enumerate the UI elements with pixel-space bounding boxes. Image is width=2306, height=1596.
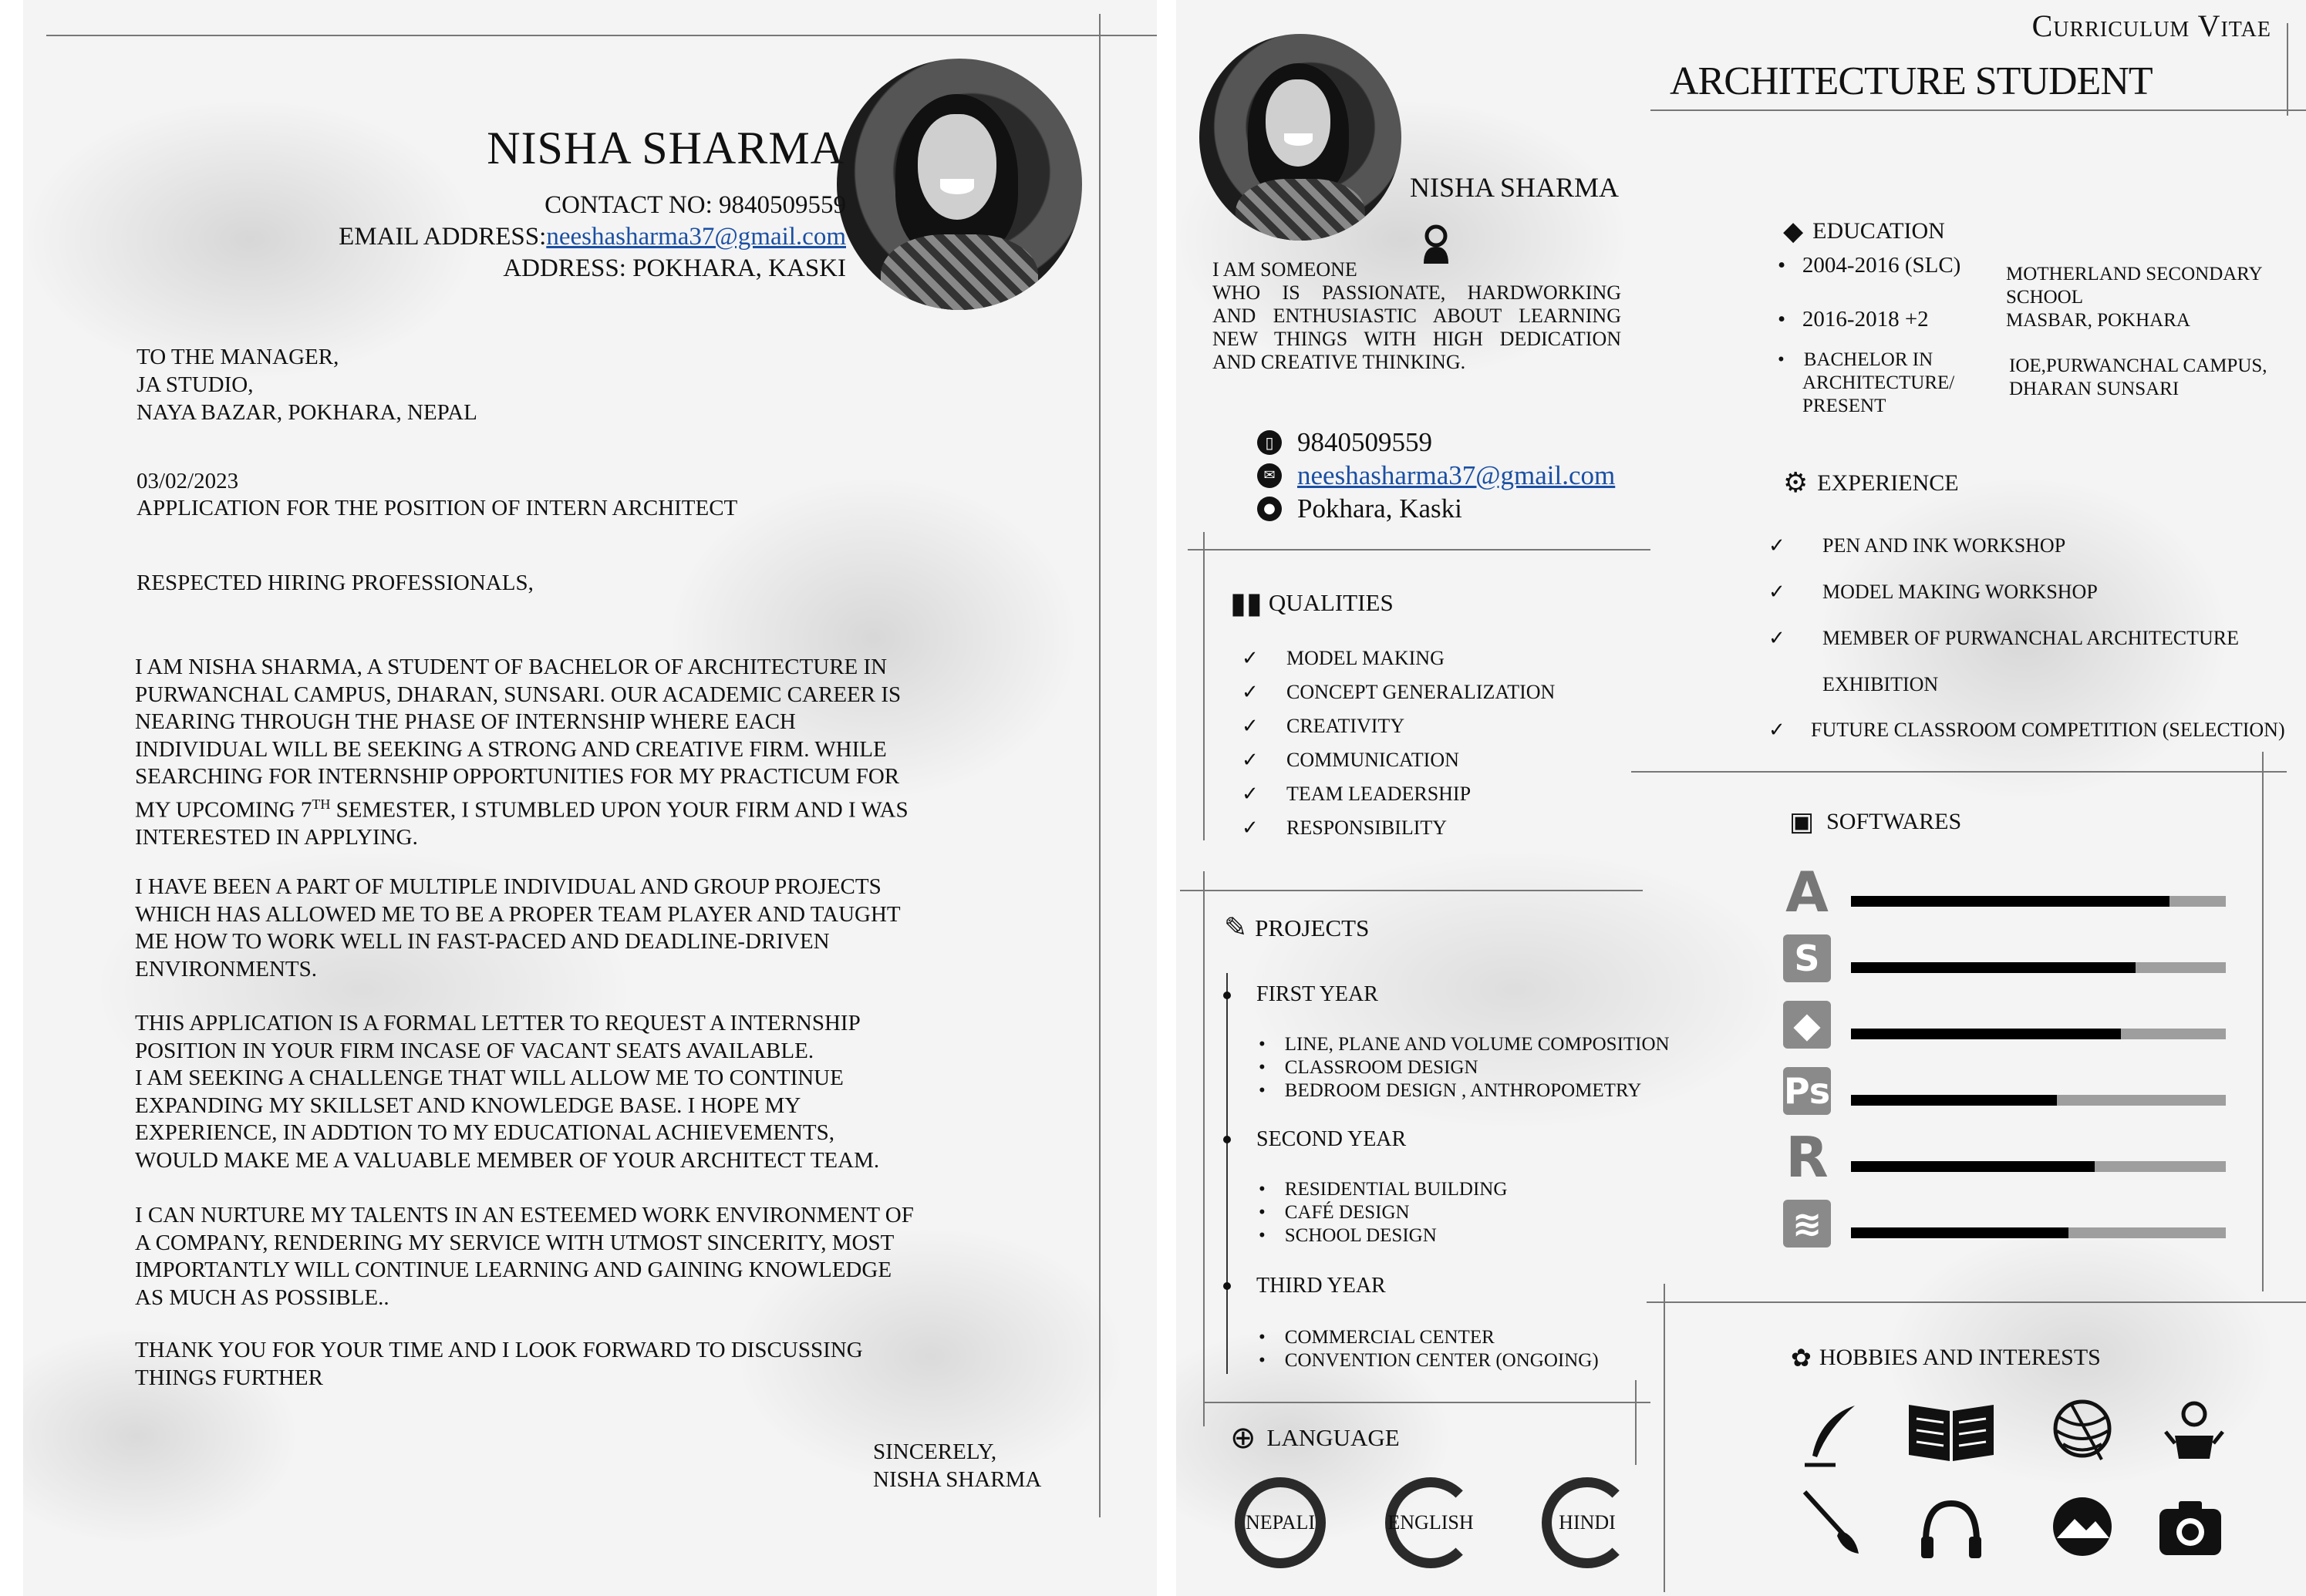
list-item: ✓ TEAM LEADERSHIP — [1242, 783, 1472, 806]
softwares-title: SOFTWARES — [1826, 809, 1962, 834]
projects-timeline — [1226, 973, 1228, 1374]
recipient-line: JA STUDIO, — [137, 372, 254, 397]
skill-bar — [1851, 1227, 2226, 1238]
cooking-icon — [2159, 1397, 2229, 1466]
paragraph-1: I AM NISHA SHARMA, A STUDENT OF BACHELOR OF ARCHITECTURE IN PURWANCHAL CAMPUS, DHARAN, SUNSARI. OUR ACADEMIC CAREER IS NEARING THROUGH THE PHASE OF INTERNSHIP WHERE EACH INDIVIDUAL WILL BE SEEKING A STRONG AND CREATIVE FIRM. WHILE SEARCHING FOR INTERNSHIP OPPORTUNITIES FOR MY PRACTICUM FOR MY UPCOMING 7TH SEMESTER, I STUMBLED UPON YOUR FIRM AND I WAS INTERESTED IN APPLYING. — [135, 655, 909, 850]
project-year: SECOND YEAR — [1256, 1127, 1407, 1151]
phone-icon: ▯ — [1257, 430, 1282, 455]
header-vrule — [2287, 23, 2288, 116]
cv-name: NISHA SHARMA — [1410, 172, 1620, 203]
list-item: • SCHOOL DESIGN — [1259, 1225, 1437, 1246]
skill-bar-fill — [1851, 1029, 2121, 1039]
list-item: • RESIDENTIAL BUILDING — [1259, 1179, 1508, 1200]
list-item: • LINE, PLANE AND VOLUME COMPOSITION — [1259, 1034, 1670, 1055]
autocad-icon: A — [1785, 860, 1829, 924]
paragraph-2: I HAVE BEEN A PART OF MULTIPLE INDIVIDUAL AND GROUP PROJECTS WHICH HAS ALLOWED ME TO BE A PROPER TEAM PLAYER AND TAUGHT ME HOW TO WORK WELL IN FAST-PACED AND DEADLINE-DRIVEN ENVIRONMENTS. — [135, 874, 901, 982]
education-title: EDUCATION — [1812, 218, 1945, 244]
timeline-dot — [1223, 992, 1231, 999]
project-items — [1259, 1033, 1670, 1103]
skill-bar-fill — [1851, 1227, 2068, 1238]
education-school: MOTHERLAND SECONDARY SCHOOL MASBAR, POKHARA — [2006, 264, 2263, 331]
architect-tools-icon: ✎ — [1224, 912, 1248, 944]
top-rule — [46, 35, 1157, 36]
qualities-rule-v — [1203, 532, 1205, 840]
list-item: • CAFÉ DESIGN — [1259, 1202, 1410, 1223]
yarn-icon — [2048, 1394, 2117, 1463]
skill-bar-fill — [1851, 1161, 2095, 1172]
list-item: ✓ PEN AND INK WORKSHOP — [1768, 534, 2066, 557]
education-header — [1783, 216, 1945, 247]
address-line: ADDRESS: POKHARA, KASKI — [503, 254, 846, 282]
books-icon: ▮▮ — [1230, 586, 1263, 620]
location: Pokhara, Kaski — [1297, 493, 1462, 524]
projects-title: PROJECTS — [1255, 914, 1370, 941]
about-me: I AM SOMEONE WHO IS PASSIONATE, HARDWORKING AND ENTHUSIASTIC ABOUT LEARNING NEW THINGS WITH HIGH DEDICATION AND CREATIVE THINKING. — [1212, 258, 1621, 373]
recipient-block — [137, 343, 477, 426]
recipient-line: NAYA BAZAR, POKHARA, NEPAL — [137, 400, 477, 425]
cv-role: ARCHITECTURE STUDENT — [1670, 59, 2153, 103]
project-year: THIRD YEAR — [1256, 1274, 1386, 1298]
closing: SINCERELY, — [873, 1439, 997, 1464]
drawing-icon: ≋ — [1783, 1200, 1831, 1248]
list-item: ✓ COMMUNICATION — [1242, 749, 1459, 772]
language-rule-h — [1203, 1402, 1650, 1403]
paragraph-4: I CAN NURTURE MY TALENTS IN AN ESTEEMED WORK ENVIRONMENT OF A COMPANY, RENDERING MY SERVICE WITH UTMOST SINCERITY, MOST IMPORTANTLY WILL CONTINUE LEARNING AND GAINING KNOWLEDGE AS MUCH AS POSSIBLE.. — [135, 1203, 914, 1310]
language-header — [1230, 1420, 1400, 1456]
cv-email-link[interactable]: neeshasharma37@gmail.com — [1297, 460, 1616, 490]
language-ring: HINDI — [1542, 1477, 1633, 1568]
profile-photo — [837, 59, 1082, 310]
skill-bar — [1851, 1029, 2226, 1039]
projects-rule-v — [1203, 871, 1205, 1426]
paragraph-3: THIS APPLICATION IS A FORMAL LETTER TO REQUEST A INTERNSHIP POSITION IN YOUR FIRM INCASE OF VACANT SEATS AVAILABLE. I AM SEEKING A CHALLENGE THAT WILL ALLOW ME TO CONTINUE EXPANDING MY SKILLSET AND KNOWLEDGE BASE. I HOPE MY EXPERIENCE, IN ADDTION TO MY EDUCATIONAL ACHIEVEMENTS, WOULD MAKE ME A VALUABLE MEMBER OF YOUR ARCHITECT TEAM. — [135, 1011, 880, 1173]
list-item: ✓ MODEL MAKING — [1242, 647, 1445, 670]
qualities-list — [1242, 641, 1555, 845]
qualities-title: QUALITIES — [1268, 589, 1394, 616]
education-period: • 2016-2018 +2 — [1778, 307, 1929, 332]
list-item: • CONVENTION CENTER (ONGOING) — [1259, 1350, 1599, 1371]
list-item: ✓ RESPONSIBILITY — [1242, 817, 1448, 840]
language-ring: NEPALI — [1235, 1477, 1326, 1568]
list-item: ✓ CONCEPT GENERALIZATION — [1242, 681, 1556, 704]
project-year: FIRST YEAR — [1256, 982, 1378, 1006]
hobbies-rule-v — [1664, 1284, 1665, 1592]
list-item: • CLASSROOM DESIGN — [1259, 1057, 1478, 1078]
list-item: ✓ CREATIVITY — [1242, 715, 1405, 738]
globe-icon: ⊕ — [1230, 1420, 1256, 1456]
email-label: EMAIL ADDRESS: — [339, 223, 547, 251]
location-row — [1257, 492, 1615, 525]
photoshop-icon: Ps — [1783, 1067, 1831, 1115]
recipient-line: TO THE MANAGER, — [137, 345, 339, 369]
closing-block — [873, 1439, 1041, 1493]
letter-date: 03/02/2023 — [137, 469, 239, 493]
header-rule — [1650, 109, 2306, 111]
list-item: ✓ MEMBER OF PURWANCHAL ARCHITECTURE — [1768, 627, 2240, 650]
hobbies-rule-h — [1647, 1301, 2306, 1303]
education-period: • BACHELOR IN ARCHITECTURE/ PRESENT — [1778, 349, 1955, 416]
cv-profile-photo — [1199, 34, 1401, 241]
qualities-section — [1230, 586, 1394, 620]
salutation: RESPECTED HIRING PROFESSIONALS, — [137, 571, 534, 595]
language-title: LANGUAGE — [1266, 1424, 1400, 1451]
right-rule — [1099, 14, 1101, 1517]
skill-bar — [1851, 896, 2226, 907]
cv-contact — [1257, 426, 1615, 525]
list-item: ✓ FUTURE CLASSROOM COMPETITION (SELECTION) — [1768, 719, 2285, 742]
cover-letter-page — [23, 0, 1157, 1596]
location-pin-icon: ● — [1257, 497, 1282, 521]
contact-block — [177, 190, 846, 285]
applicant-name: NISHA SHARMA — [487, 123, 845, 173]
list-item: EXHIBITION — [1822, 673, 1939, 695]
list-item: • COMMERCIAL CENTER — [1259, 1327, 1495, 1348]
education-school: IOE,PURWANCHAL CAMPUS, DHARAN SUNSARI — [2009, 355, 2267, 399]
computer-desk-icon: ▣ — [1789, 806, 1815, 837]
qualities-rule-h — [1188, 549, 1650, 551]
timeline-dot — [1223, 1136, 1231, 1143]
camera-icon — [2156, 1492, 2225, 1561]
skill-bar — [1851, 1095, 2226, 1106]
graduation-cap-icon: ◆ — [1783, 216, 1804, 247]
lumion-icon: ◆ — [1783, 1001, 1831, 1049]
list-item: • BEDROOM DESIGN , ANTHROPOMETRY — [1259, 1080, 1642, 1101]
cv-page — [1176, 0, 2306, 1596]
experience-title: EXPERIENCE — [1817, 470, 1959, 496]
headphones-icon — [1917, 1492, 1986, 1561]
timeline-dot — [1223, 1282, 1231, 1290]
worker-clock-icon: ⚙ — [1783, 467, 1809, 499]
palette-icon: ✿ — [1791, 1343, 1812, 1372]
contact-number: CONTACT NO: 9840509559 — [544, 191, 846, 219]
project-items — [1259, 1326, 1599, 1372]
skill-bar-fill — [1851, 962, 2136, 973]
phone-row — [1257, 426, 1615, 459]
mail-icon: ✉ — [1257, 463, 1282, 488]
project-items — [1259, 1178, 1507, 1248]
email-line — [177, 221, 846, 253]
revit-icon: R — [1785, 1125, 1829, 1190]
hobbies-header — [1791, 1343, 2101, 1372]
phone-number: 9840509559 — [1297, 427, 1432, 457]
hiking-icon — [2048, 1492, 2117, 1561]
skill-bar — [1851, 1161, 2226, 1172]
paintbrush-icon — [1797, 1488, 1866, 1557]
language-rule-v — [1635, 1380, 1637, 1465]
language-ring: ENGLISH — [1385, 1477, 1476, 1568]
softwares-rule-v — [2262, 752, 2264, 1291]
quill-icon — [1797, 1402, 1866, 1471]
paragraph-5: THANK YOU FOR YOUR TIME AND I LOOK FORWARD TO DISCUSSING THINGS FURTHER — [135, 1338, 863, 1390]
cv-doc-title: Curriculum Vitae — [2031, 8, 2271, 43]
sketchup-icon: S — [1783, 934, 1831, 982]
skill-bar-fill — [1851, 896, 2169, 907]
education-period: • 2004-2016 (SLC) — [1778, 253, 1961, 278]
skill-bar — [1851, 962, 2226, 973]
projects-rule-h — [1180, 890, 1643, 891]
projects-header — [1224, 912, 1369, 944]
signature: NISHA SHARMA — [873, 1466, 1042, 1492]
letter-subject: APPLICATION FOR THE POSITION OF INTERN ARCHITECT — [137, 496, 738, 520]
email-link[interactable]: neeshasharma37@gmail.com — [546, 223, 846, 251]
list-item: ✓ MODEL MAKING WORKSHOP — [1768, 581, 2098, 604]
softwares-rule-h — [1631, 771, 2287, 773]
softwares-header — [1789, 806, 1961, 837]
email-row — [1257, 459, 1615, 492]
skill-bar-fill — [1851, 1095, 2057, 1106]
experience-list — [1768, 523, 2285, 753]
hobbies-title: HOBBIES AND INTERESTS — [1819, 1345, 2101, 1370]
experience-header — [1783, 467, 1959, 499]
open-book-icon — [1905, 1396, 1998, 1465]
